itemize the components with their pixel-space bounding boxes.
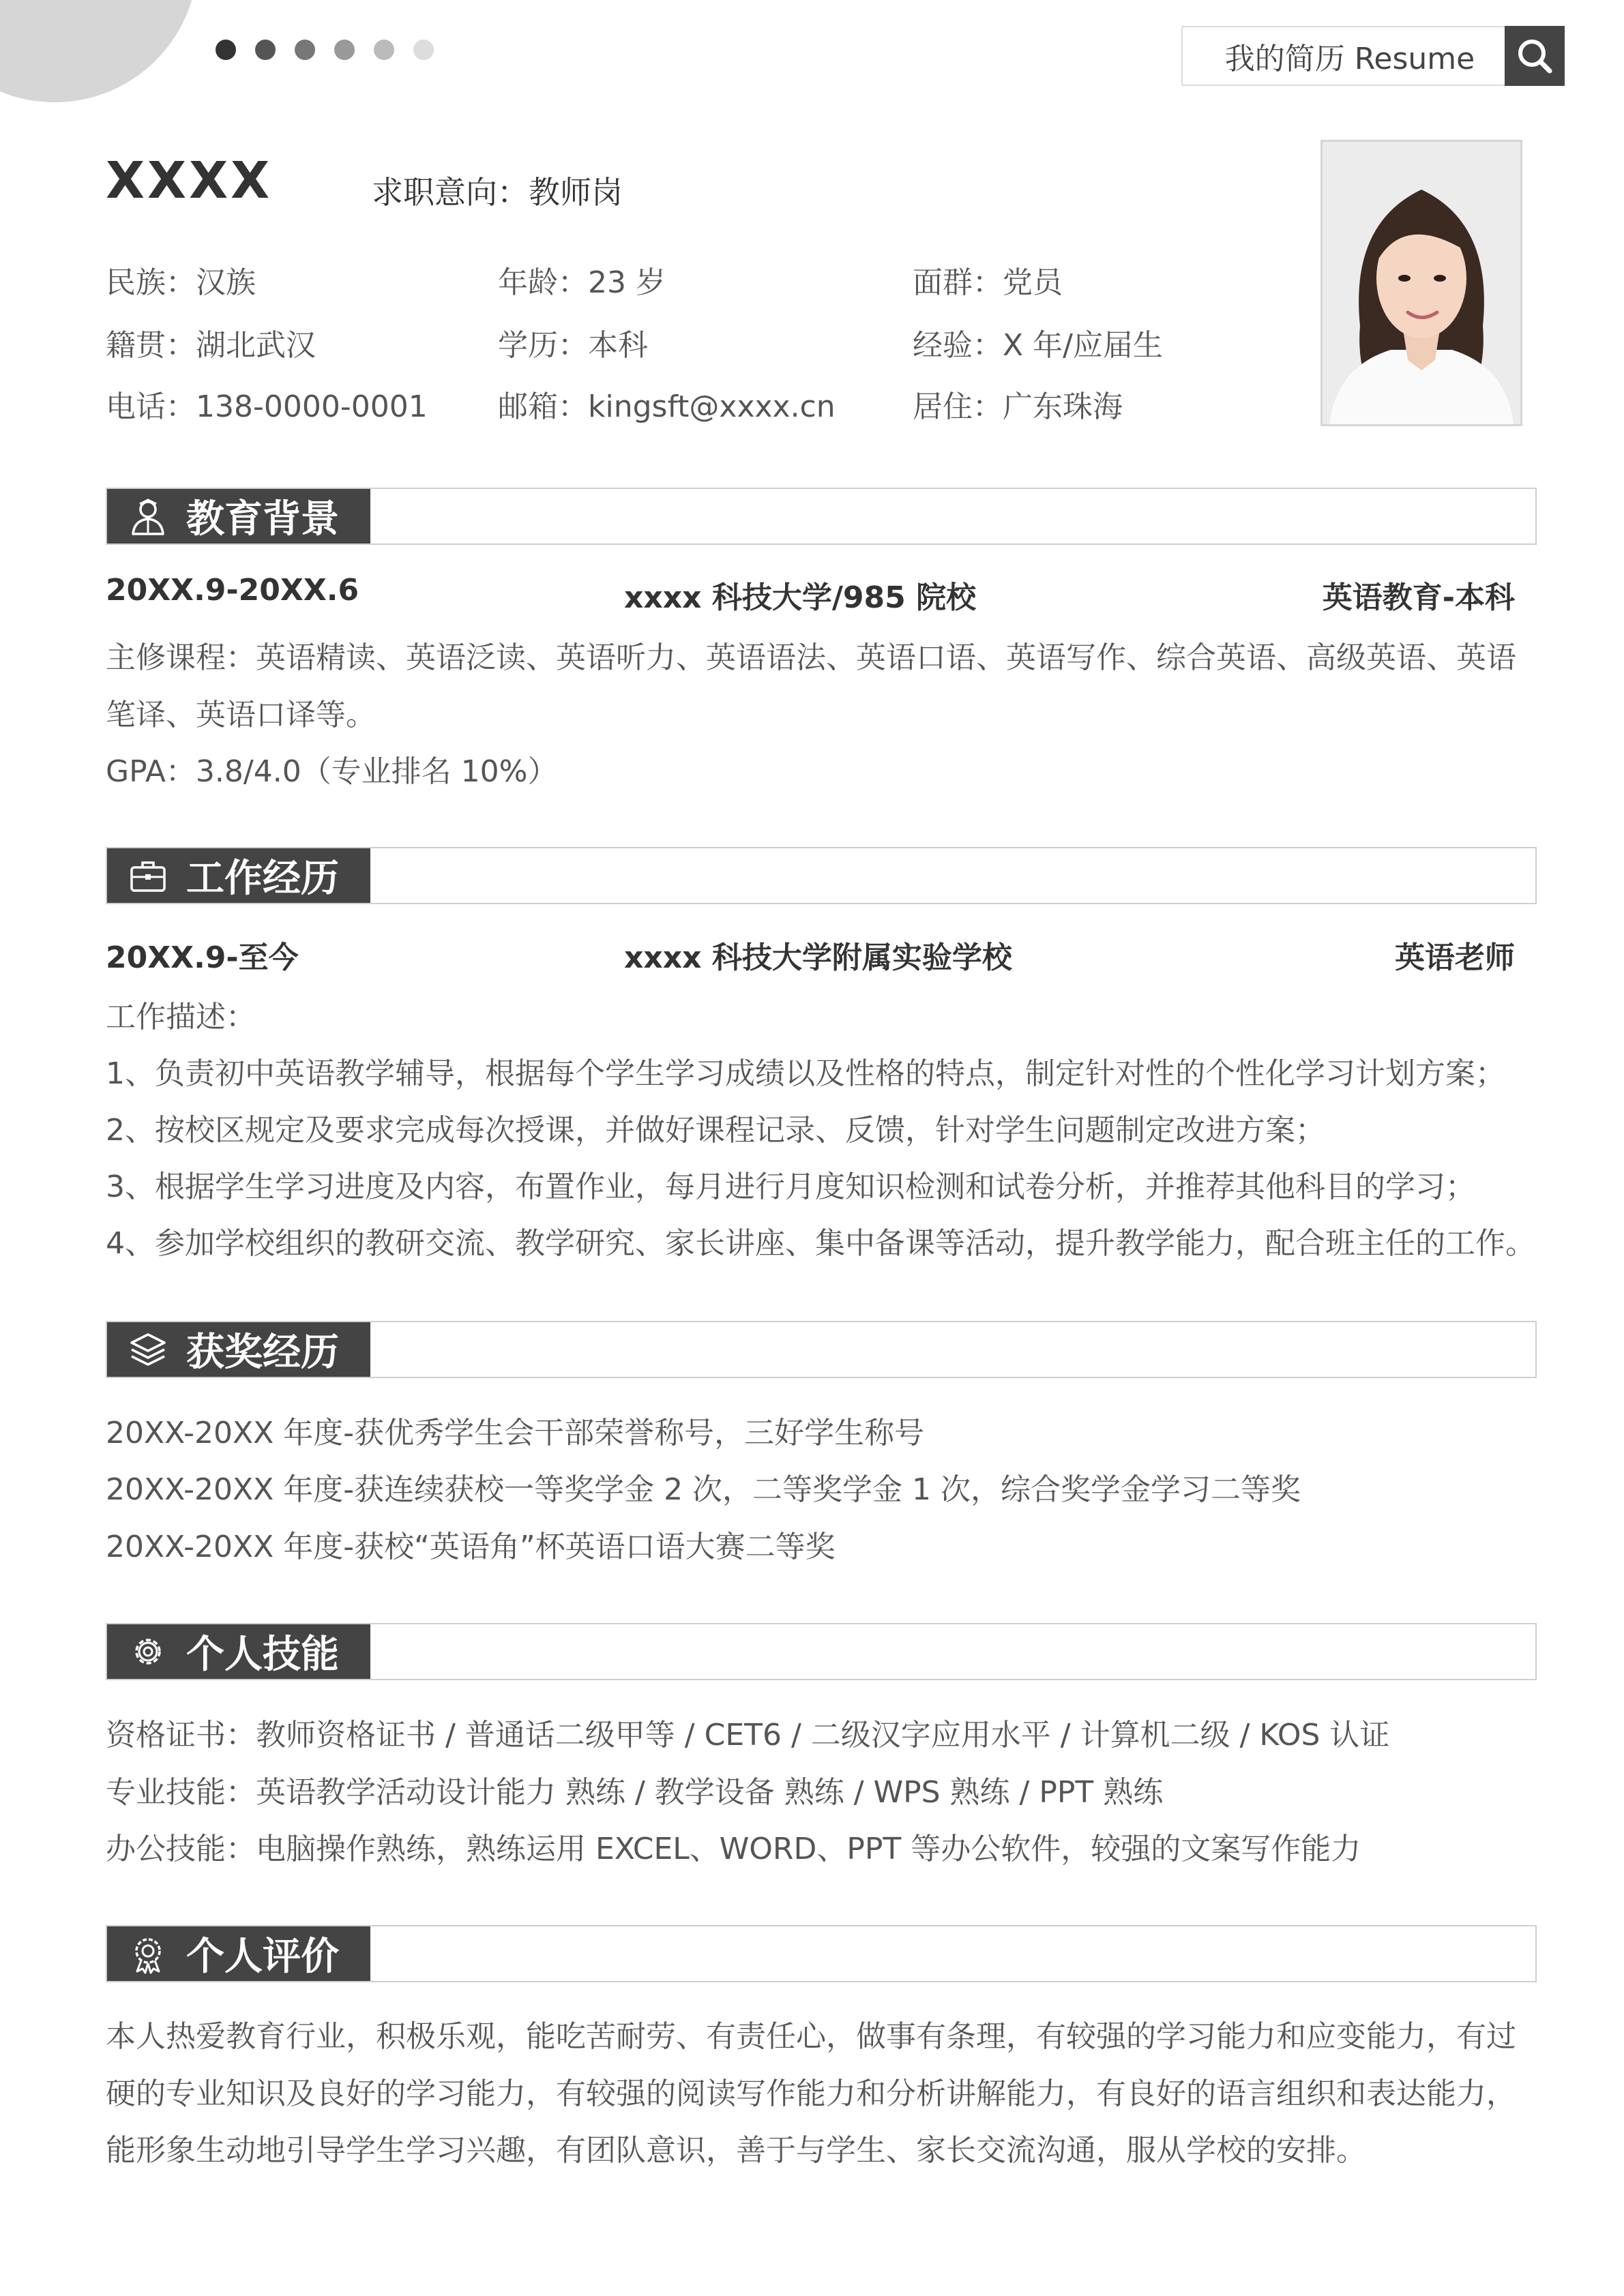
section-awards-header — [107, 1322, 370, 1377]
info-residence: 居住：广东珠海 — [913, 389, 1123, 424]
profile-photo — [1320, 140, 1522, 426]
graduate-icon — [128, 496, 168, 537]
work-line: 4、参加学校组织的教研交流、教学研究、家长讲座、集中备课等活动，提升教学能力，配合班主任的工作。 — [106, 1226, 1535, 1261]
dot — [334, 40, 355, 60]
info-age: 年龄：23 岁 — [498, 265, 666, 300]
resume-search-input[interactable] — [1181, 26, 1518, 86]
education-school: xxxx 科技大学/985 院校 — [624, 580, 977, 615]
work-line: 1、负责初中英语教学辅导，根据每个学生学习成绩以及性格的特点，制定针对性的个性化学习计划方案； — [106, 1056, 1505, 1091]
section-education-header — [107, 489, 370, 543]
education-period: 20XX.9-20XX.6 — [106, 573, 359, 608]
section-skills-header — [107, 1624, 370, 1679]
section-skills-title: 个人技能 — [186, 1632, 339, 1677]
section-skills — [106, 1623, 1537, 1680]
section-education-title: 教育背景 — [186, 497, 339, 541]
section-education — [106, 488, 1537, 545]
award-line: 20XX-20XX 年度-获优秀学生会干部荣誉称号，三好学生称号 — [106, 1416, 925, 1450]
skill-line: 资格证书：教师资格证书 / 普通话二级甲等 / CET6 / 二级汉字应用水平 / 计算机二级 / KOS 认证 — [106, 1718, 1390, 1753]
skill-line: 办公技能：电脑操作熟练，熟练运用 EXCEL、WORD、PPT 等办公软件，较强的文案写作能力 — [106, 1832, 1361, 1866]
evaluation-line: 能形象生动地引导学生学习兴趣，有团队意识，善于与学生、家长交流沟通，服从学校的安排。 — [106, 2133, 1366, 2168]
award-line: 20XX-20XX 年度-获校“英语角”杯英语口语大赛二等奖 — [106, 1530, 836, 1564]
work-period: 20XX.9-至今 — [106, 940, 299, 975]
dot — [413, 40, 434, 60]
section-evaluation-header — [107, 1926, 370, 1981]
section-work-title: 工作经历 — [186, 856, 339, 901]
dot-indicator — [216, 40, 434, 60]
info-ethnicity: 民族：汉族 — [106, 265, 256, 300]
education-line: 笔译、英语口译等。 — [106, 698, 376, 732]
section-work-header — [107, 848, 370, 903]
layers-icon — [128, 1329, 168, 1370]
info-phone: 电话：138-0000-0001 — [106, 389, 428, 424]
work-line: 2、按校区规定及要求完成每次授课，并做好课程记录、反馈，针对学生问题制定改进方案； — [106, 1113, 1325, 1148]
work-role: 英语老师 — [1395, 940, 1515, 975]
evaluation-line: 硬的专业知识及良好的学习能力，有较强的阅读写作能力和分析讲解能力，有良好的语言组织和表达能力， — [106, 2076, 1516, 2111]
dot — [255, 40, 276, 60]
section-awards-title: 获奖经历 — [186, 1330, 339, 1375]
search-icon — [1505, 26, 1565, 86]
corner-decoration — [0, 0, 198, 102]
education-line: 主修课程：英语精读、英语泛读、英语听力、英语语法、英语口语、英语写作、综合英语、高级英语、英语 — [106, 640, 1516, 675]
candidate-name: XXXX — [106, 151, 273, 210]
evaluation-line: 本人热爱教育行业，积极乐观，能吃苦耐劳、有责任心，做事有条理，有较强的学习能力和应变能力，有过 — [106, 2019, 1516, 2054]
search-label: 我的简历 Resume — [1224, 42, 1475, 76]
work-line: 3、根据学生学习进度及内容，布置作业，每月进行月度知识检测和试卷分析，并推荐其他科目的学习； — [106, 1169, 1475, 1204]
work-company: xxxx 科技大学附属实验学校 — [624, 940, 1012, 975]
avatar — [1323, 142, 1520, 424]
section-evaluation-title: 个人评价 — [186, 1935, 339, 1979]
dot — [216, 40, 236, 60]
info-political: 面群：党员 — [913, 265, 1063, 300]
section-evaluation — [106, 1925, 1537, 1982]
info-education: 学历：本科 — [498, 328, 648, 363]
education-line: GPA：3.8/4.0（专业排名 10%） — [106, 754, 558, 789]
work-line: 工作描述： — [106, 1000, 256, 1034]
section-awards — [106, 1321, 1537, 1378]
info-email: 邮箱：kingsft@xxxx.cn — [498, 389, 836, 424]
job-intent: 求职意向：教师岗 — [372, 174, 623, 211]
search-button[interactable] — [1505, 26, 1565, 86]
skill-line: 专业技能：英语教学活动设计能力 熟练 / 教学设备 熟练 / WPS 熟练 / PPT 熟练 — [106, 1775, 1164, 1810]
dot — [374, 40, 394, 60]
dot — [295, 40, 315, 60]
gear-icon — [128, 1631, 168, 1672]
education-major: 英语教育-本科 — [1322, 580, 1515, 615]
award-line: 20XX-20XX 年度-获连续获校一等奖学金 2 次，二等奖学金 1 次，综合奖学金学习二等奖 — [106, 1472, 1301, 1507]
info-hometown: 籍贯：湖北武汉 — [106, 328, 316, 363]
medal-icon — [128, 1933, 168, 1974]
info-experience: 经验：X 年/应届生 — [913, 328, 1163, 363]
section-work — [106, 847, 1537, 904]
briefcase-icon — [128, 855, 168, 896]
